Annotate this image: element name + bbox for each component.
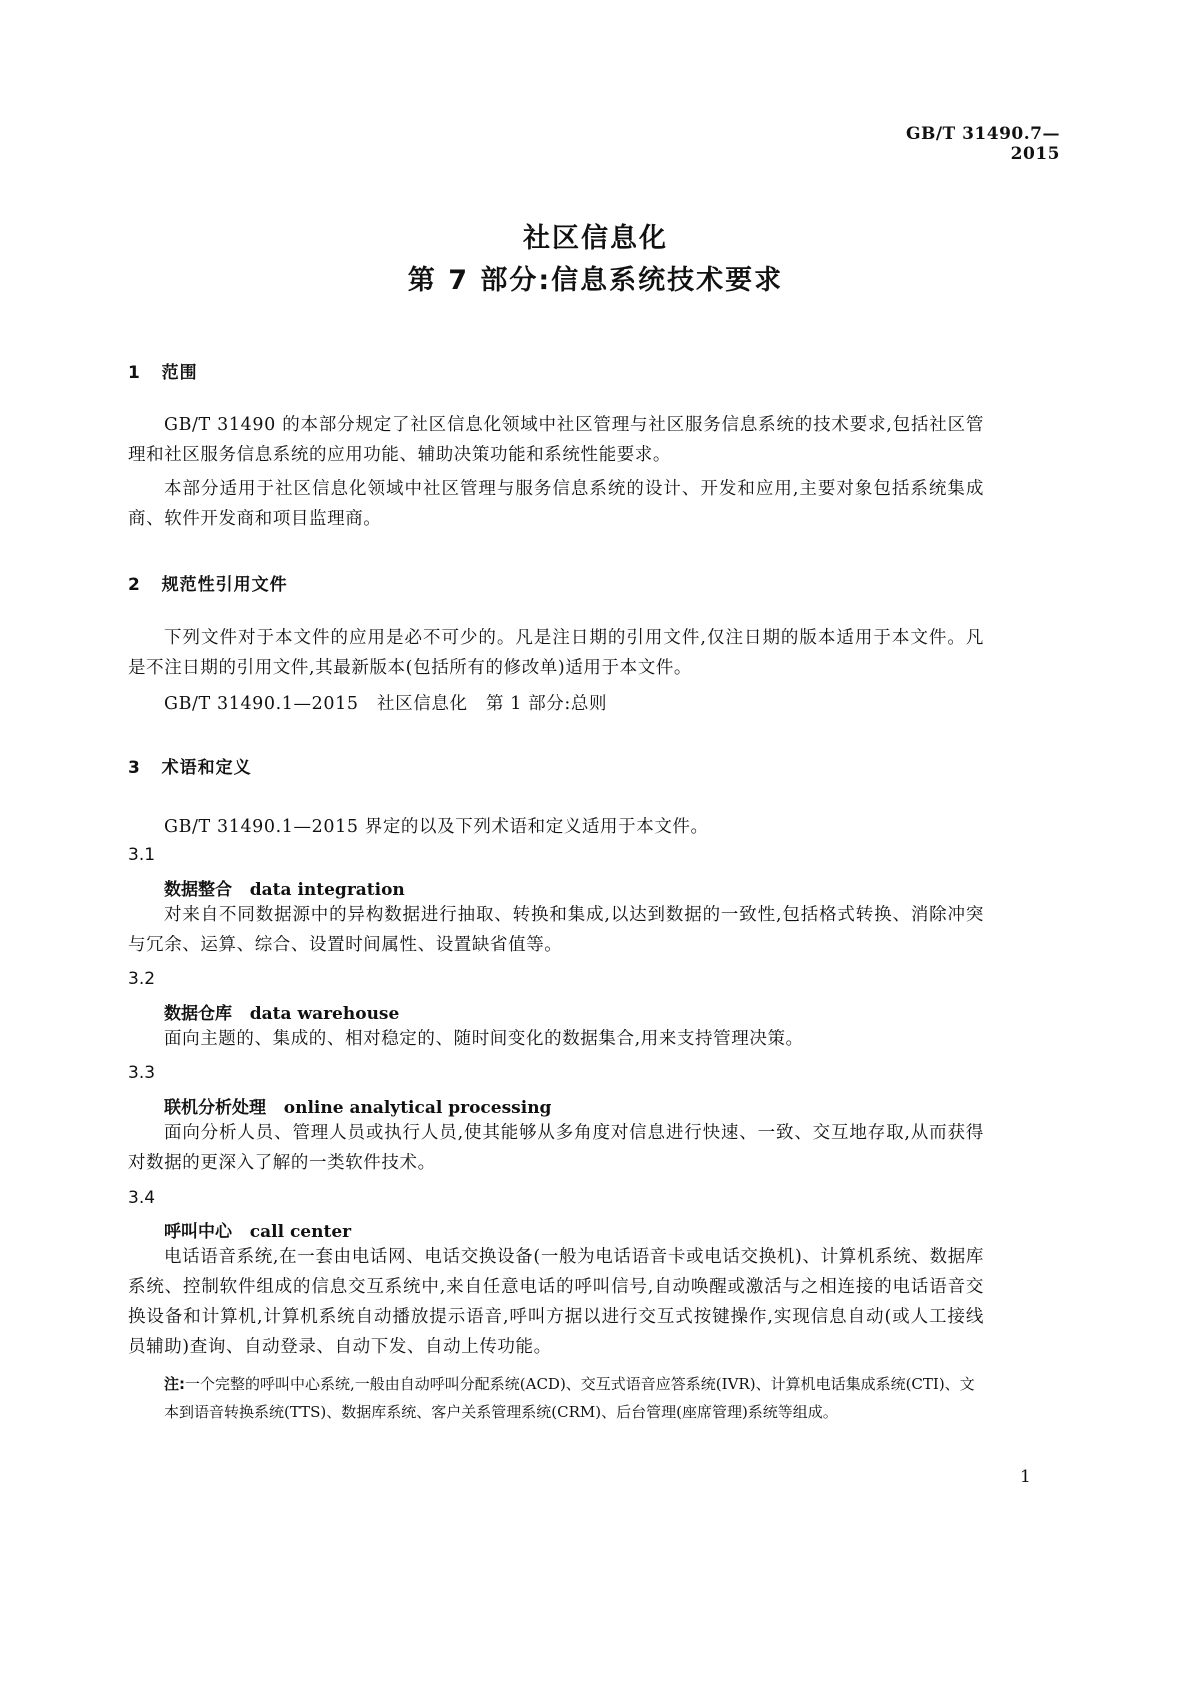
term-number: 3.2 [128,969,156,989]
term-title: 联机分析处理 online analytical processing [164,1098,552,1118]
term-number: 3.1 [128,845,156,865]
note-label: 注: [164,1375,185,1393]
term-title: 数据仓库 data warehouse [164,1004,400,1024]
term-number: 3.3 [128,1063,156,1083]
term-title: 呼叫中心 call center [164,1222,352,1242]
document-subtitle: 第 7 部分:信息系统技术要求 [407,265,784,296]
references-paragraph: 下列文件对于本文件的应用是必不可少的。凡是注日期的引用文件,仅注日期的版本适用于本文件。凡是不注日期的引用文件,其最新版本(包括所有的修改单)适用于本文件。 [128,628,984,678]
section-heading-scope: 1 范围 [128,363,198,383]
section-heading-normative-references: 2 规范性引用文件 [128,575,288,595]
standard-code: GB/T 31490.7—2015 [905,124,1060,164]
term-note [164,1370,984,1426]
section-heading-terms: 3 术语和定义 [128,758,252,778]
reference-entry: GB/T 31490.1—2015 社区信息化 第 1 部分:总则 [164,694,608,714]
term-definition: 电话语音系统,在一套由电话网、电话交换设备(一般为电话语音卡或电话交换机)、计算机系统、数据库系统、控制软件组成的信息交互系统中,来自任意电话的呼叫信号,自动唤醒或激活与之相连接的电话语音交换设备和计算机,计算机系统自动播放提示语音,呼叫方据以进行交互式按键操作,实现信息自动(或人工接线员辅助)查询、自动登录、自动下发、自动上传功能。 [128,1247,984,1357]
scope-paragraph-2: 本部分适用于社区信息化领域中社区管理与服务信息系统的设计、开发和应用,主要对象包括系统集成商、软件开发商和项目监理商。 [128,479,984,529]
note-text: 一个完整的呼叫中心系统,一般由自动呼叫分配系统(ACD)、交互式语音应答系统(IVR)、计算机电话集成系统(CTI)、文本到语音转换系统(TTS)、数据库系统、客户关系管理系统(CRM)、后台管理(座席管理)系统等组成。 [164,1375,975,1421]
document-title: 社区信息化 [523,223,668,254]
term-title: 数据整合 data integration [164,880,405,900]
terms-intro: GB/T 31490.1—2015 界定的以及下列术语和定义适用于本文件。 [164,817,709,837]
term-definition: 对来自不同数据源中的异构数据进行抽取、转换和集成,以达到数据的一致性,包括格式转换、消除冲突与冗余、运算、综合、设置时间属性、设置缺省值等。 [128,905,984,955]
term-number: 3.4 [128,1188,156,1208]
term-definition: 面向主题的、集成的、相对稳定的、随时间变化的数据集合,用来支持管理决策。 [164,1029,804,1049]
term-definition: 面向分析人员、管理人员或执行人员,使其能够从多角度对信息进行快速、一致、交互地存取,从而获得对数据的更深入了解的一类软件技术。 [128,1123,984,1173]
page-number: 1 [1020,1467,1031,1487]
scope-paragraph-1: GB/T 31490 的本部分规定了社区信息化领域中社区管理与社区服务信息系统的技术要求,包括社区管理和社区服务信息系统的应用功能、辅助决策功能和系统性能要求。 [128,415,984,465]
